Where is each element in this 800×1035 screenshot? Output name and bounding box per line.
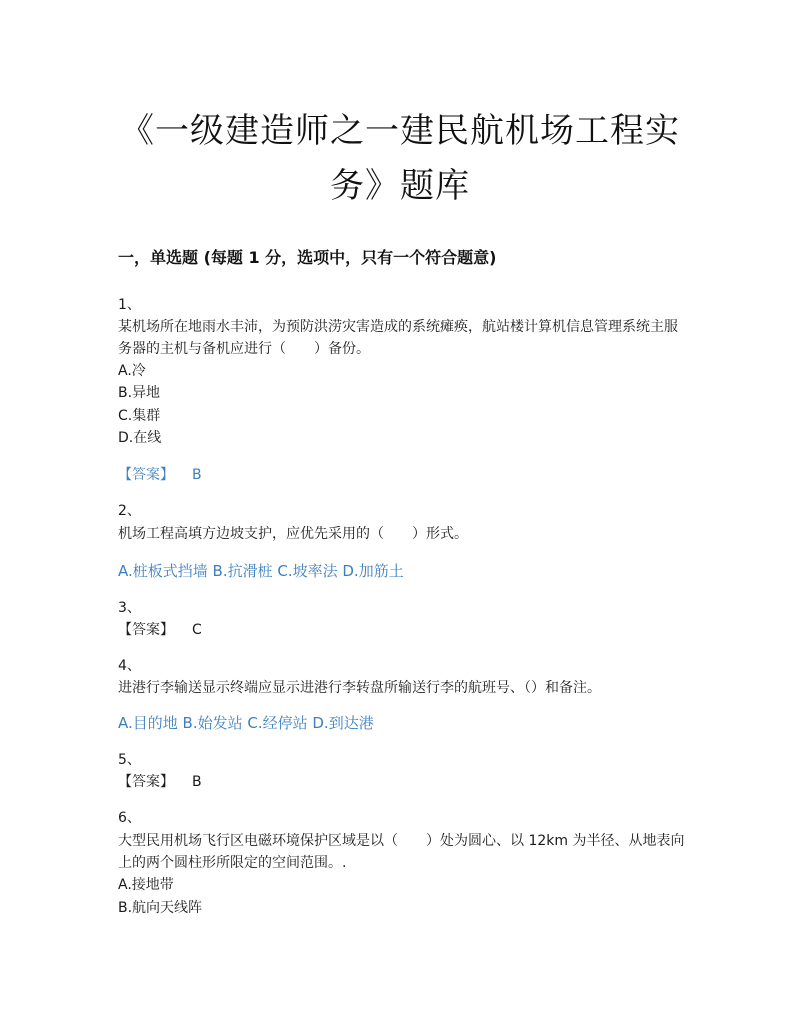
answer-value: B (192, 774, 202, 790)
question-5-answer (118, 771, 202, 793)
question-2-options: A.桩板式挡墙 B.抗滑桩 C.坡率法 D.加筋土 (118, 562, 404, 580)
document-title: 《一级建造师之一建民航机场工程实务》题库 (120, 111, 680, 206)
question-3-answer (118, 619, 202, 641)
question-1-number: 1、 (118, 297, 141, 313)
question-1-option-c: C.集群 (118, 408, 161, 424)
question-6-option-b: B.航向天线阵 (118, 900, 203, 916)
question-1-option-d: D.在线 (118, 430, 162, 446)
question-4-text: 进港行李输送显示终端应显示进港行李转盘所输送行李的航班号、（）和备注。 (118, 680, 601, 696)
question-3-number: 3、 (118, 600, 141, 616)
answer-label: 【答案】 (118, 622, 174, 638)
question-1-option-b: B.异地 (118, 385, 161, 401)
question-6-option-a: A.接地带 (118, 877, 174, 893)
question-6-number: 6、 (118, 810, 141, 826)
question-5-number: 5、 (118, 752, 141, 768)
question-1-option-a: A.冷 (118, 363, 146, 379)
answer-label: 【答案】 (118, 467, 174, 483)
question-4-number: 4、 (118, 658, 141, 674)
question-1-answer (118, 464, 202, 486)
answer-value: B (192, 467, 202, 483)
question-4-options: A.目的地 B.始发站 C.经停站 D.到达港 (118, 714, 374, 732)
section-heading: 一，单选题 (每题 1 分，选项中，只有一个符合题意) (118, 248, 497, 267)
answer-value: C (192, 622, 202, 638)
question-1-text: 某机场所在地雨水丰沛，为预防洪涝灾害造成的系统瘫痪，航站楼计算机信息管理系统主服务器的主机与备机应进行（ ）备份。 (118, 319, 678, 357)
answer-label: 【答案】 (118, 774, 174, 790)
question-2-text: 机场工程高填方边坡支护，应优先采用的（ ）形式。 (118, 526, 468, 542)
question-2-number: 2、 (118, 503, 141, 519)
question-6-text: 大型民用机场飞行区电磁环境保护区域是以（ ）处为圆心、以 12km 为半径、从地表向上的两个圆柱形所限定的空间范围。. (118, 833, 685, 871)
